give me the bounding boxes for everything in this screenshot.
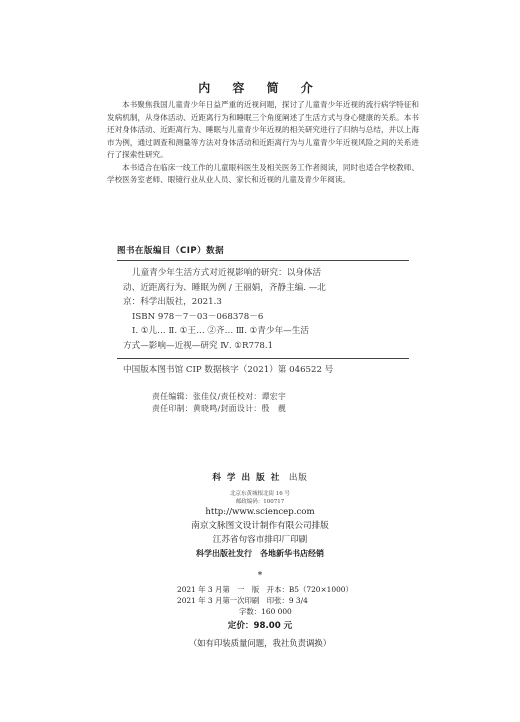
cip-block bbox=[117, 244, 409, 375]
publisher-address: 北京东黄城根北街 16 号 bbox=[230, 491, 290, 497]
cip-title-line-1: 儿童青少年生活方式对近视影响的研究：以身体活 bbox=[132, 268, 322, 278]
staff-credits bbox=[152, 391, 286, 415]
summary-paragraph-1: 本书聚焦我国儿童青少年日益严重的近视问题，探讨了儿童青少年近视的流行病学特征和发病机制，从身体活动、近距离行为和睡眠三个角度阐述了生活方式与身心健康的关系。本书还对身体活动、近距离行为、睡眠与儿童青少年近视的相关研究进行了归纳与总结，并以上海市为例，通过调查和测量等方法对身体活动和近距离行为与儿童青少年近视风险之间的关系进行了探索性研究。 bbox=[107, 100, 419, 159]
cip-classification-line-2: 方式—影响—近视—研究 Ⅳ. ①R778.1 bbox=[123, 340, 274, 351]
publishing-info bbox=[0, 505, 520, 561]
edition-line-2: 2021 年 3 月第一次印刷 印张：9 3/4 bbox=[177, 596, 308, 606]
publisher-name: 科学出版社 bbox=[212, 473, 286, 483]
cip-classification-line-1: Ⅰ. ①儿… Ⅱ. ①王… ②齐… Ⅲ. ①青少年—生活 bbox=[132, 326, 309, 336]
cip-title-line-3: 京：科学出版社，2021.3 bbox=[123, 297, 222, 307]
edition-line-3: 字数：160 000 bbox=[239, 607, 292, 617]
publisher-website: http://www.sciencep.com bbox=[205, 507, 315, 517]
publisher-line bbox=[0, 471, 520, 483]
typesetter-line: 南京文脉图文设计制作有限公司排版 bbox=[191, 521, 329, 531]
cip-heading: 图书在版编目（CIP）数据 bbox=[117, 244, 409, 261]
cip-record-number: 中国版本图书馆 CIP 数据核字（2021）第 046522 号 bbox=[123, 365, 334, 375]
price: 定价：98.00 元 bbox=[227, 621, 293, 631]
staff-line-editors: 责任编辑：张佳仪/责任校对：谭宏宇 bbox=[152, 392, 287, 401]
distribution-line: 科学出版社发行 各地新华书店经销 bbox=[196, 549, 324, 558]
cip-isbn: ISBN 978－7－03－068378－6 bbox=[132, 311, 264, 322]
staff-line-production: 责任印制：黄晓鸣/封面设计：殷 靓 bbox=[152, 404, 287, 413]
quality-notice: （如有印装质量问题，我社负责调换） bbox=[188, 638, 332, 648]
edition-info bbox=[177, 584, 353, 618]
printer-line: 江苏省句容市排印厂印刷 bbox=[212, 535, 308, 545]
cip-body bbox=[117, 266, 409, 353]
separator-star: * bbox=[257, 571, 263, 581]
page-title: 内 容 简 介 bbox=[198, 81, 322, 95]
cip-title-line-2: 动、近距离行为、睡眠为例 / 王丽娟，齐静主编. —北 bbox=[123, 282, 326, 293]
publisher-postcode: 邮政编码：100717 bbox=[235, 499, 285, 505]
summary-paragraph-2: 本书适合在临床一线工作的儿童眼科医生及相关医务工作者阅读，同时也适合学校教师、学校医务室老师、眼镜行业从业人员、家长和近视的儿童及青少年阅读。 bbox=[107, 162, 419, 184]
content-summary bbox=[107, 99, 419, 187]
cip-bottom-rule bbox=[117, 358, 409, 375]
publisher-suffix: 出版 bbox=[288, 473, 308, 483]
edition-line-1: 2021 年 3 月第 一 版 开本：B5（720×1000） bbox=[177, 585, 353, 594]
